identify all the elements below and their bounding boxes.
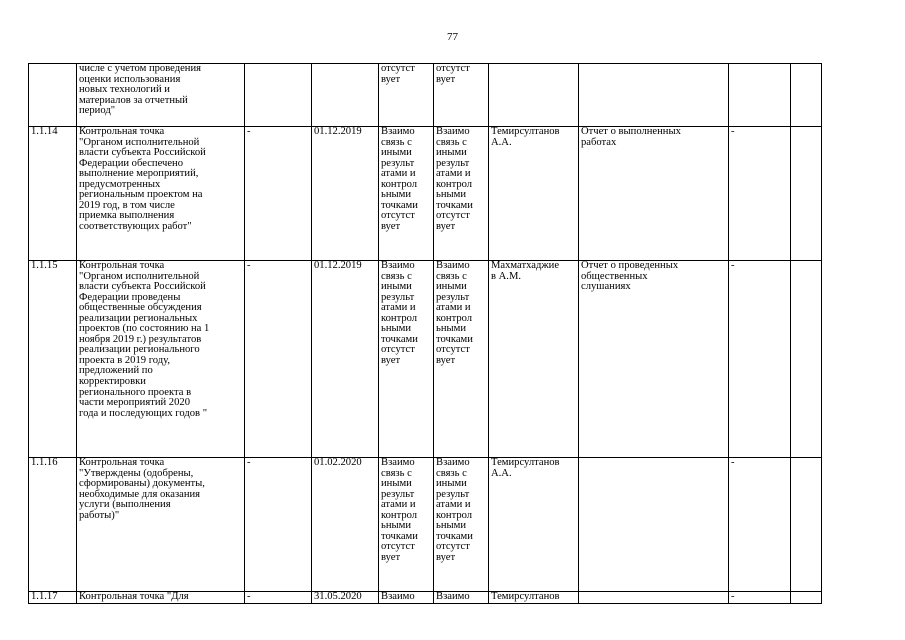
relation-cell-2 [434, 64, 489, 127]
cell-text-line: Контрольная точка [79, 457, 165, 468]
control-level-cell: - [729, 127, 791, 261]
responsible-person-cell [489, 261, 579, 458]
cell-text-line: предусмотренных [79, 178, 161, 190]
cell-text-line: сформированы) документы, [79, 478, 205, 490]
cell-text-line: А.А. [491, 467, 512, 479]
table-row [29, 127, 822, 261]
cell-text-line: Взаимо [381, 457, 415, 468]
cell-text-line: новых технологий и [79, 84, 170, 96]
cell-text-line: услуги (выполнения [79, 499, 171, 511]
deadline-date-cell: 31.05.2020 [312, 592, 379, 604]
cell-text-line: необходимые для оказания [79, 488, 201, 500]
cell-text-line: Темирсултанов [491, 457, 560, 468]
cell-text-line: иными [381, 281, 412, 293]
table-row [29, 458, 822, 592]
cell-text-line: Контрольная точка [79, 260, 165, 271]
cell-text-line: вует [436, 354, 456, 366]
row-number-cell: 1.1.14 [29, 127, 77, 261]
result-document-cell [579, 127, 729, 261]
cell-text-line: Федерации проведены [79, 291, 181, 303]
cell-text-line: иными [436, 281, 467, 293]
cell-text-line: 2019 год, в том числе [79, 199, 175, 211]
cell-text-line: связь с [381, 467, 412, 479]
relation-cell-2 [434, 458, 489, 592]
cell-text-line: Темирсултанов [491, 126, 560, 137]
previous-result-cell: - [245, 127, 312, 261]
cell-text-line: Махматхаджие [491, 260, 560, 271]
cell-text-line: результ [381, 291, 415, 303]
cell-text-line: отсутст [381, 541, 415, 553]
cell-text-line: отсутст [381, 63, 415, 74]
row-number-cell: 1.1.17 [29, 592, 77, 604]
event-name-cell [77, 261, 245, 458]
cell-text-line: отсутст [436, 63, 470, 74]
cell-text-line: части мероприятий 2020 [79, 397, 190, 409]
cell-text-line: Взаимо [436, 591, 470, 602]
cell-text-line: отсутст [436, 210, 470, 222]
cell-text-line: Контрольная точка [79, 126, 165, 137]
cell-text-line: иными [436, 147, 467, 159]
cell-text-line: оценки использования [79, 73, 181, 85]
cell-text-line: работах [581, 136, 617, 148]
cell-text-line: отсутст [381, 344, 415, 356]
relation-cell-2 [434, 261, 489, 458]
cell-text-line: ьными [436, 189, 466, 201]
cell-text-line: точками [436, 199, 473, 211]
cell-text-line: ьными [381, 520, 411, 532]
cell-text-line: слушаниях [581, 281, 631, 293]
empty-cell [791, 127, 822, 261]
cell-text-line: вует [381, 551, 401, 563]
cell-text-line: вует [381, 220, 401, 232]
cell-text-line: Взаимо [381, 591, 415, 602]
relation-cell-2 [434, 127, 489, 261]
responsible-person-cell [489, 127, 579, 261]
cell-text-line: связь с [436, 467, 467, 479]
cell-text-line: атами и [436, 302, 471, 314]
cell-text-line: проектов (по состоянию на 1 [79, 323, 210, 335]
table-row [29, 261, 822, 458]
cell-text-line: регионального проекта в [79, 386, 192, 398]
deadline-date-cell: 01.12.2019 [312, 127, 379, 261]
cell-text-line: общественные обсуждения [79, 302, 202, 314]
cell-text-line: ьными [436, 323, 466, 335]
result-document-cell [579, 261, 729, 458]
relation-cell-2 [434, 592, 489, 604]
table-row [29, 64, 822, 127]
cell-text-line: период" [79, 105, 116, 117]
cell-text-line: Взаимо [436, 260, 470, 271]
cell-text-line: ноября 2019 г.) результатов [79, 333, 202, 345]
cell-text-line: Взаимо [381, 260, 415, 271]
previous-result-cell: - [245, 458, 312, 592]
cell-text-line: реализации региональных [79, 312, 198, 324]
cell-text-line: вует [436, 220, 456, 232]
relation-cell [379, 261, 434, 458]
cell-text-line: атами и [381, 302, 416, 314]
cell-text-line: связь с [436, 270, 467, 282]
cell-text-line: Федерации обеспечено [79, 157, 183, 169]
cell-text-line: ьными [381, 323, 411, 335]
control-level-cell [729, 64, 791, 127]
cell-text-line: контрол [381, 178, 418, 190]
cell-text-line: результ [436, 488, 470, 500]
cell-text-line: контрол [436, 178, 473, 190]
cell-text-line: года и последующих годов " [79, 407, 208, 419]
empty-cell [791, 458, 822, 592]
cell-text-line: "Утверждены (одобрены, [79, 467, 194, 479]
cell-text-line: Отчет о выполненных [581, 126, 681, 137]
cell-text-line: Темирсултанов [491, 591, 560, 602]
cell-text-line: вует [381, 73, 401, 85]
event-name-cell [77, 64, 245, 127]
result-document-cell [579, 64, 729, 127]
cell-text-line: власти субъекта Российской [79, 281, 206, 293]
cell-text-line: Взаимо [381, 126, 415, 137]
cell-text-line: атами и [436, 168, 471, 180]
cell-text-line: отсутст [436, 344, 470, 356]
responsible-person-cell [489, 592, 579, 604]
relation-cell [379, 127, 434, 261]
cell-text-line: контрол [436, 312, 473, 324]
cell-text-line: атами и [381, 499, 416, 511]
cell-text-line: соответствующих работ" [79, 220, 192, 232]
cell-text-line: вует [381, 354, 401, 366]
control-points-table [28, 63, 822, 604]
cell-text-line: точками [381, 530, 418, 542]
event-name-cell [77, 592, 245, 604]
cell-text-line: Взаимо [436, 457, 470, 468]
row-number-cell: 1.1.16 [29, 458, 77, 592]
cell-text-line: контрол [381, 312, 418, 324]
responsible-person-cell [489, 64, 579, 127]
cell-text-line: связь с [436, 136, 467, 148]
cell-text-line: контрол [381, 509, 418, 521]
cell-text-line: выполнение мероприятий, [79, 168, 199, 180]
control-level-cell: - [729, 261, 791, 458]
cell-text-line: точками [381, 199, 418, 211]
cell-text-line: иными [381, 147, 412, 159]
cell-text-line: А.А. [491, 136, 512, 148]
cell-text-line: Отчет о проведенных [581, 260, 679, 271]
cell-text-line: атами и [381, 168, 416, 180]
cell-text-line: ьными [381, 189, 411, 201]
cell-text-line: результ [436, 157, 470, 169]
cell-text-line: Контрольная точка "Для [79, 591, 189, 602]
cell-text-line: материалов за отчетный [79, 94, 188, 106]
control-level-cell: - [729, 592, 791, 604]
relation-cell [379, 64, 434, 127]
cell-text-line: иными [381, 478, 412, 490]
cell-text-line: ьными [436, 520, 466, 532]
deadline-date-cell: 01.12.2019 [312, 261, 379, 458]
result-document-cell [579, 458, 729, 592]
cell-text-line: контрол [436, 509, 473, 521]
cell-text-line: "Органом исполнительной [79, 136, 200, 148]
deadline-date-cell [312, 64, 379, 127]
relation-cell [379, 458, 434, 592]
table-row [29, 592, 822, 604]
cell-text-line: приемка выполнения [79, 210, 175, 222]
cell-text-line: "Органом исполнительной [79, 270, 200, 282]
cell-text-line: вует [436, 551, 456, 563]
cell-text-line: реализации регионального [79, 344, 200, 356]
result-document-cell [579, 592, 729, 604]
cell-text-line: отсутст [436, 541, 470, 553]
event-name-cell [77, 458, 245, 592]
cell-text-line: предложений по [79, 365, 153, 377]
cell-text-line: вует [436, 73, 456, 85]
control-level-cell: - [729, 458, 791, 592]
cell-text-line: работы)" [79, 509, 120, 521]
empty-cell [791, 261, 822, 458]
responsible-person-cell [489, 458, 579, 592]
row-number-cell [29, 64, 77, 127]
empty-cell [791, 64, 822, 127]
previous-result-cell: - [245, 261, 312, 458]
cell-text-line: связь с [381, 136, 412, 148]
page-number: 77 [447, 31, 458, 43]
cell-text-line: Взаимо [436, 126, 470, 137]
deadline-date-cell: 01.02.2020 [312, 458, 379, 592]
relation-cell [379, 592, 434, 604]
cell-text-line: проекта в 2019 году, [79, 354, 171, 366]
cell-text-line: точками [436, 333, 473, 345]
cell-text-line: общественных [581, 270, 648, 282]
cell-text-line: региональным проектом на [79, 189, 203, 201]
cell-text-line: результ [381, 488, 415, 500]
cell-text-line: результ [381, 157, 415, 169]
empty-cell [791, 592, 822, 604]
cell-text-line: иными [436, 478, 467, 490]
cell-text-line: корректировки [79, 376, 146, 388]
cell-text-line: результ [436, 291, 470, 303]
cell-text-line: связь с [381, 270, 412, 282]
cell-text-line: власти субъекта Российской [79, 147, 206, 159]
event-name-cell [77, 127, 245, 261]
cell-text-line: атами и [436, 499, 471, 511]
previous-result-cell: - [245, 592, 312, 604]
cell-text-line: числе с учетом проведения [79, 63, 202, 74]
cell-text-line: точками [436, 530, 473, 542]
cell-text-line: в А.М. [491, 270, 522, 282]
previous-result-cell [245, 64, 312, 127]
row-number-cell: 1.1.15 [29, 261, 77, 458]
cell-text-line: отсутст [381, 210, 415, 222]
cell-text-line: точками [381, 333, 418, 345]
